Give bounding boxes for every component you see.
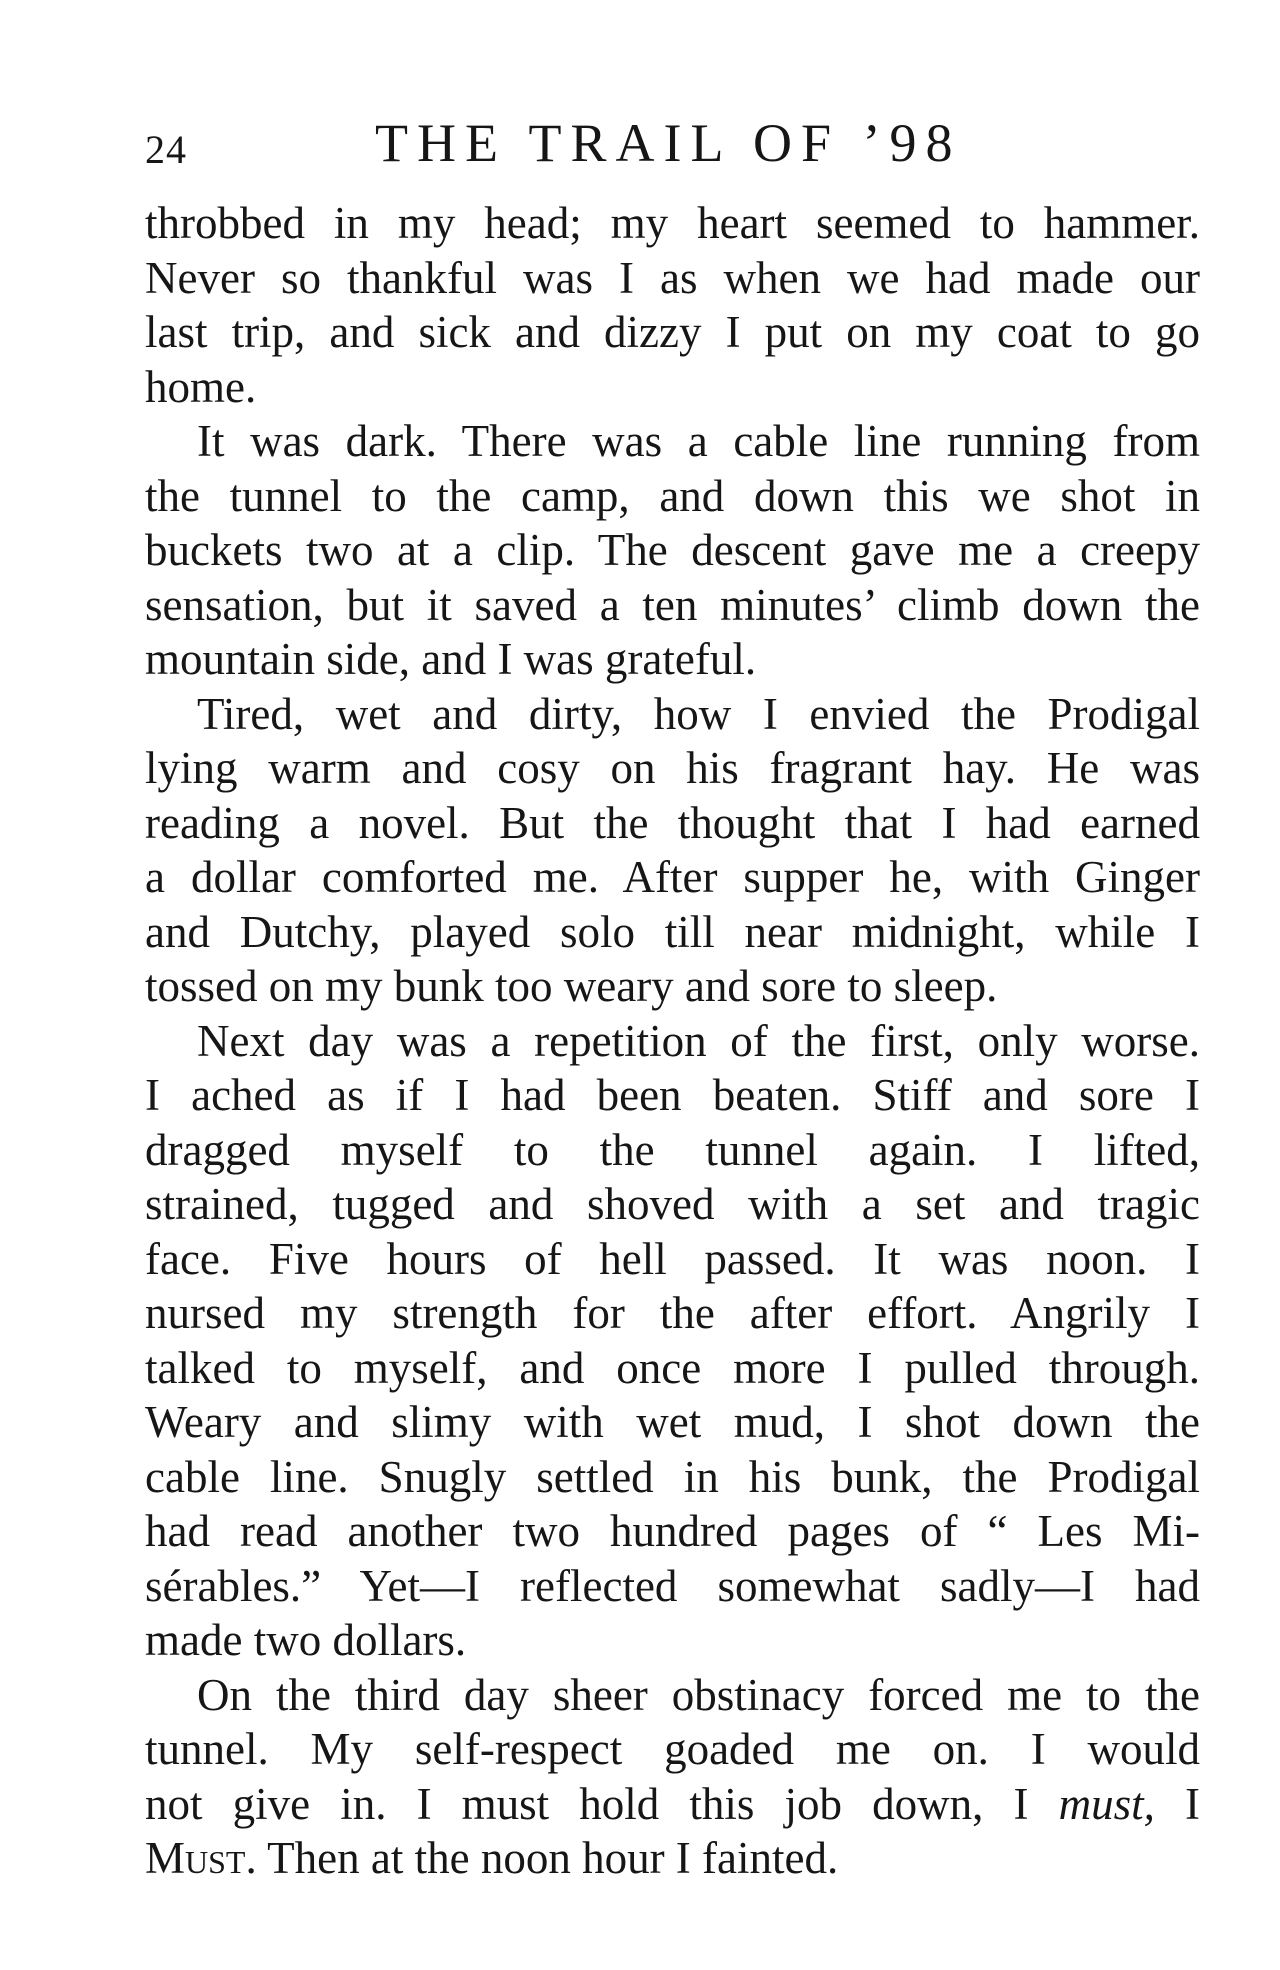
paragraph xyxy=(145,196,1200,414)
text-line xyxy=(145,1831,1200,1886)
text-line: made two dollars. xyxy=(145,1615,467,1665)
text-line: strained, tugged and shoved with a set and tragic xyxy=(145,1179,1200,1229)
text-line: Weary and slimy with wet mud, I shot down the xyxy=(145,1397,1200,1447)
text-line: I ached as if I had been beaten. Stiff and sore I xyxy=(145,1070,1200,1120)
text-line: On the third day sheer obstinacy forced me to the xyxy=(197,1669,1200,1720)
text-fragment: not give in. I must hold this job down, I xyxy=(145,1778,1059,1829)
text-line: reading a novel. But the thought that I had earned xyxy=(145,797,1200,848)
text-line: last trip, and sick and dizzy I put on my coat to go xyxy=(145,307,1200,357)
text-line: Tired, wet and dirty, how I envied the Prodigal xyxy=(197,688,1200,739)
text-line: dragged myself to the tunnel again. I lifted, xyxy=(145,1124,1200,1175)
text-line: cable line. Snugly settled in his bunk, the Prodigal xyxy=(145,1451,1200,1502)
emphasis-text: must, xyxy=(1058,1778,1155,1829)
text-line: face. Five hours of hell passed. It was noon. I xyxy=(145,1233,1200,1284)
text-line: throbbed in my head; my heart seemed to hammer. xyxy=(145,198,1200,248)
paragraph xyxy=(145,414,1200,687)
text-line: tunnel. My self-respect goaded me on. I would xyxy=(145,1724,1200,1774)
text-line: talked to myself, and once more I pulled through. xyxy=(145,1342,1200,1393)
paragraph xyxy=(145,1014,1200,1668)
text-line: and Dutchy, played solo till near midnight, while I xyxy=(145,906,1200,957)
text-line: lying warm and cosy on his fragrant hay. He was xyxy=(145,743,1200,793)
page-header xyxy=(145,112,1200,172)
smallcaps-text: Must. xyxy=(145,1833,257,1883)
text-fragment: Then at the noon hour I fainted. xyxy=(256,1833,839,1883)
paragraph xyxy=(145,687,1200,1014)
text-line: had read another two hundred pages of “ Les Mi- xyxy=(145,1506,1200,1556)
text-line: the tunnel to the camp, and down this we shot in xyxy=(145,470,1200,521)
running-title: THE TRAIL OF ’98 xyxy=(375,113,962,173)
text-line xyxy=(145,1777,1200,1832)
text-line: nursed my strength for the after effort. Angrily I xyxy=(145,1288,1200,1338)
text-fragment: I xyxy=(1154,1778,1200,1829)
text-line: sensation, but it saved a ten minutes’ climb down the xyxy=(145,579,1200,630)
text-line: Never so thankful was I as when we had made our xyxy=(145,252,1200,303)
text-line: home. xyxy=(145,361,257,412)
paragraph xyxy=(145,1668,1200,1886)
text-line: a dollar comforted me. After supper he, with Ginger xyxy=(145,852,1200,902)
text-line: mountain side, and I was grateful. xyxy=(145,634,757,684)
text-line: buckets two at a clip. The descent gave me a creepy xyxy=(145,525,1200,575)
body-text xyxy=(145,196,1200,1886)
text-line: sérables.” Yet—I reflected somewhat sadly—I had xyxy=(145,1560,1200,1611)
page-number: 24 xyxy=(145,127,187,172)
text-line: Next day was a repetition of the first, only worse. xyxy=(197,1015,1200,1066)
text-line: It was dark. There was a cable line running from xyxy=(197,416,1200,466)
text-line: tossed on my bunk too weary and sore to sleep. xyxy=(145,961,998,1011)
